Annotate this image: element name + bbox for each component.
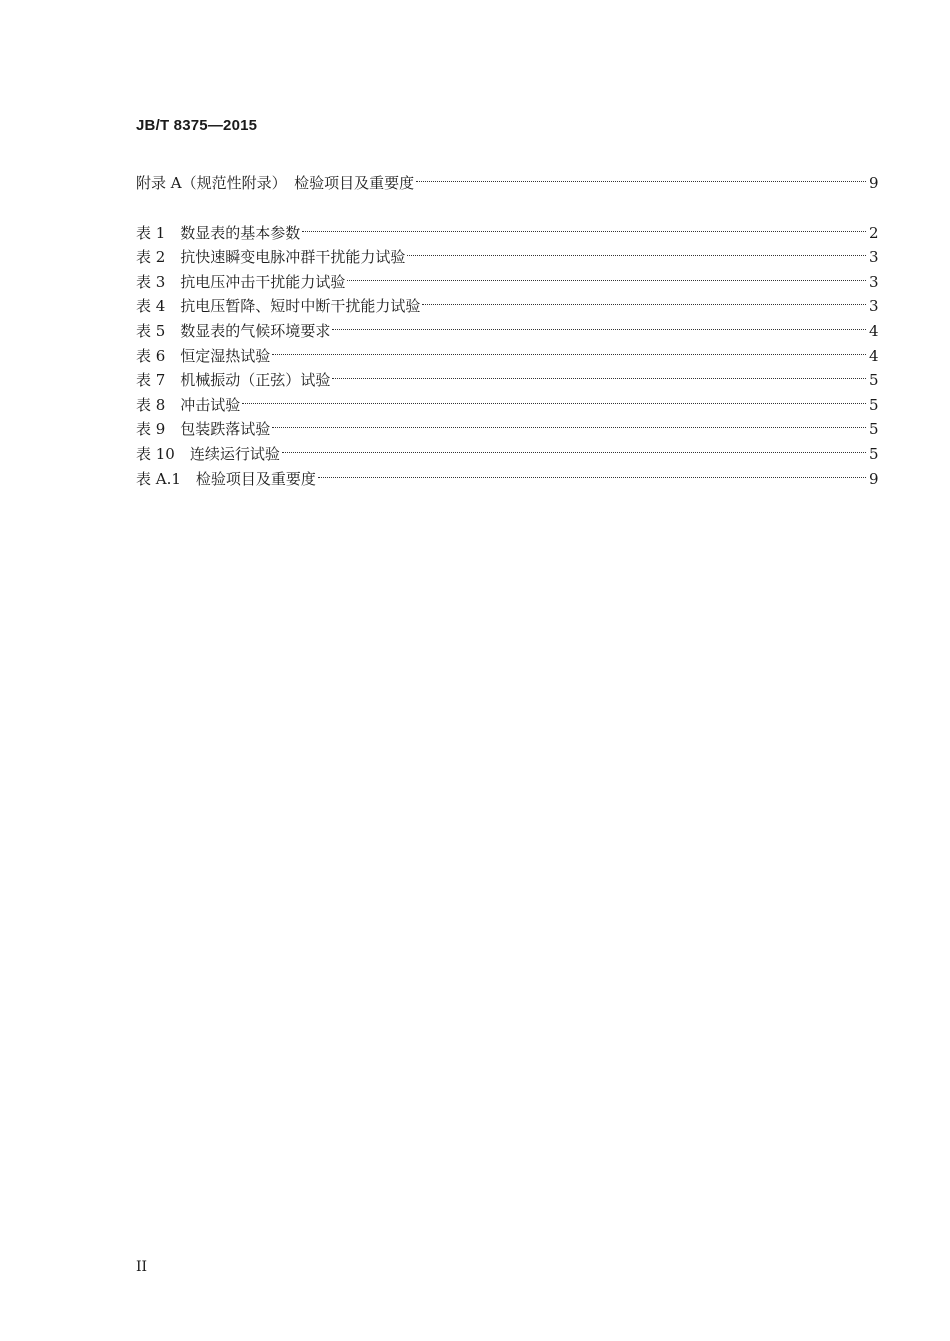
toc-entry-page: 3 [869,272,879,291]
toc-entry-label: 附录 A（规范性附录） 检验项目及重要度 [136,173,415,192]
toc-entry-label: 表 9 包装跌落试验 [136,420,271,439]
toc-appendix-section [136,163,879,192]
toc-entry-label: 表 7 机械振动（正弦）试验 [136,371,331,390]
toc-entry-page: 2 [869,223,879,242]
document-code: JB/T 8375—2015 [136,117,258,134]
toc-entry-page: 3 [869,248,879,267]
toc-leader-dots [282,434,866,459]
page-number: II [136,1259,148,1275]
toc-entry-label: 表 4 抗电压暂降、短时中断干扰能力试验 [136,297,421,316]
toc-tables-section [136,213,879,488]
toc-leader-dots [422,287,866,312]
toc-leader-dots [318,459,866,484]
toc-entry-page: 9 [869,173,879,192]
toc-entry-page: 9 [869,469,879,488]
toc-entry-label: 表 8 冲击试验 [136,395,241,414]
toc-entry-page: 4 [869,346,879,365]
toc-leader-dots [416,163,866,188]
toc-entry-table-9[interactable] [136,410,879,439]
toc-leader-dots [407,238,866,263]
toc-leader-dots [302,213,866,238]
toc-entry-table-8[interactable] [136,385,879,414]
toc-entry-label: 表 2 抗快速瞬变电脉冲群干扰能力试验 [136,248,406,267]
toc-leader-dots [347,262,866,287]
toc-entry-page: 4 [869,321,879,340]
toc-entry-page: 5 [869,395,879,414]
toc-entry-page: 5 [869,420,879,439]
toc-leader-dots [272,410,866,435]
toc-leader-dots [332,311,866,336]
toc-entry-label: 表 A.1 检验项目及重要度 [136,469,316,488]
toc-entry-label: 表 3 抗电压冲击干扰能力试验 [136,272,346,291]
toc-entry-appendix-a[interactable] [136,163,879,192]
toc-leader-dots [332,361,866,386]
toc-entry-label: 表 10 连续运行试验 [136,444,280,463]
toc-entry-label: 表 6 恒定湿热试验 [136,346,271,365]
toc-entry-page: 5 [869,371,879,390]
toc-leader-dots [272,336,866,361]
toc-leader-dots [242,385,866,410]
toc-entry-label: 表 1 数显表的基本参数 [136,223,301,242]
toc-entry-page: 3 [869,297,879,316]
toc-entry-table-1[interactable] [136,213,879,242]
toc-entry-label: 表 5 数显表的气候环境要求 [136,321,331,340]
toc-entry-page: 5 [869,444,879,463]
